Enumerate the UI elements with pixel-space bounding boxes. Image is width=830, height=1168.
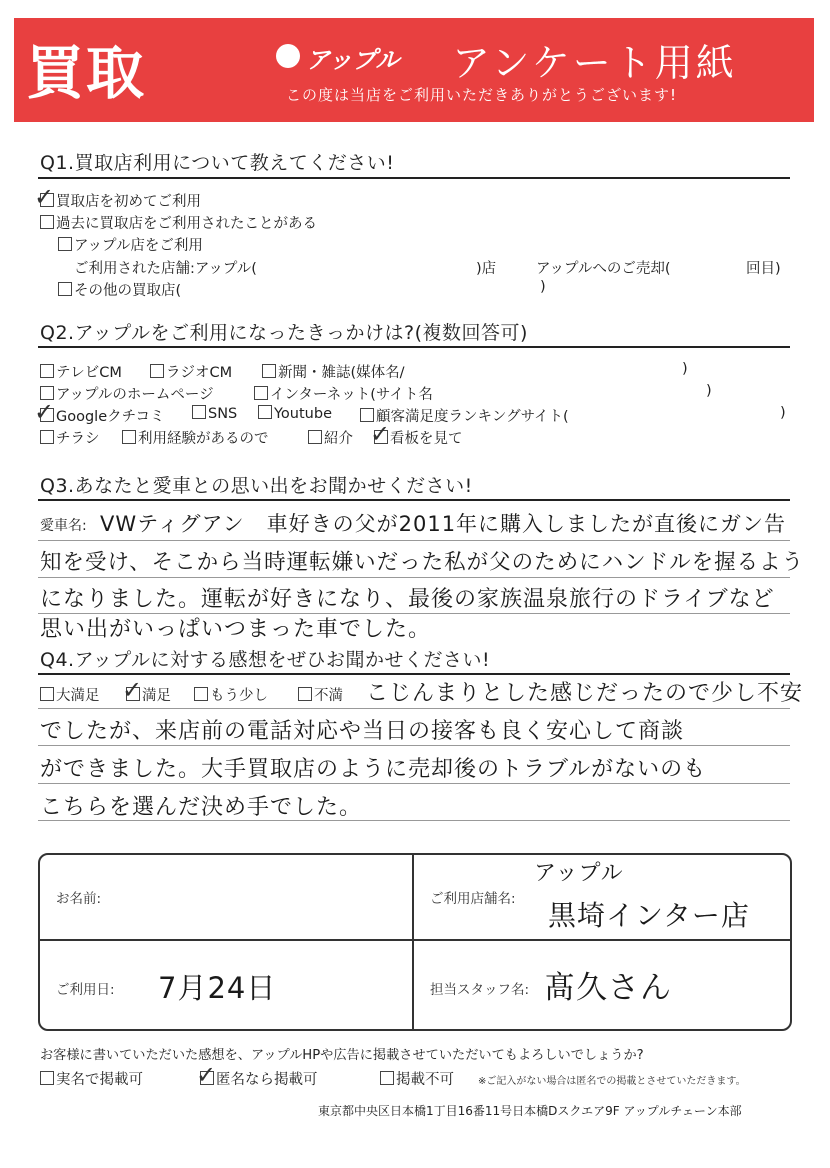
staff-value: 髙久さん	[544, 970, 672, 1006]
q1-option-first-time[interactable]	[40, 190, 201, 211]
q1-option-past[interactable]	[40, 212, 317, 233]
q3-answer-line: 知を受け、そこから当時運転嫌いだった私が父のためにハンドルを握るよう	[40, 550, 805, 575]
name-label: お名前:	[56, 891, 102, 907]
header-subtitle: この度は当店をご利用いただきありがとうございます!	[286, 86, 678, 104]
q1-sale-label: アップルへのご売却(	[536, 261, 671, 277]
q2-option-flyer-label: チラシ	[56, 431, 100, 447]
consent-question: お客様に書いていただいた感想を、アップルHPや広告に掲載させていただいてもよろしいでしょうか?	[40, 1048, 644, 1063]
q1-heading: Q1.買取店利用について教えてください!	[40, 152, 395, 174]
answer-rule	[38, 577, 790, 578]
checkbox[interactable]	[262, 364, 276, 378]
q1-shop-close: )店	[476, 261, 497, 277]
checkbox[interactable]	[40, 430, 54, 444]
q2-option-youtube[interactable]	[258, 405, 332, 422]
answer-rule	[38, 540, 790, 541]
q3-answer-line: になりました。運転が好きになり、最後の家族温泉旅行のドライブなど	[40, 587, 775, 612]
q1-option-past-label: 過去に買取店をご利用されたことがある	[56, 216, 317, 232]
answer-rule	[38, 820, 790, 821]
q2-option-newspaper-label: 新聞・雑誌(媒体名/	[278, 365, 405, 381]
consent-anonymous-label: 匿名なら掲載可	[216, 1072, 318, 1088]
apple-logo-icon	[276, 44, 300, 68]
q2-rule	[38, 346, 790, 348]
q4-heading: Q4.アップルに対する感想をぜひお聞かせください!	[40, 649, 491, 671]
q4-option-very-satisfied-label: 大満足	[56, 688, 100, 704]
footer-address: 東京都中央区日本橋1丁目16番11号日本橋Dスクエア9F アップルチェーン本部	[318, 1104, 742, 1118]
q2-option-newspaper[interactable]	[262, 361, 405, 382]
table-divider-horizontal	[38, 939, 792, 941]
answer-rule	[38, 708, 790, 709]
q2-option-sns-label: SNS	[208, 406, 238, 422]
q3-rule	[38, 499, 790, 501]
q2-option-google[interactable]	[40, 405, 165, 426]
q2-option-experience[interactable]	[122, 427, 269, 448]
checkbox[interactable]	[122, 430, 136, 444]
q4-option-very-satisfied[interactable]	[40, 684, 100, 705]
answer-rule	[38, 783, 790, 784]
q4-answer-line: でしたが、来店前の電話対応や当日の接客も良く安心して商談	[40, 719, 685, 744]
header-banner	[14, 18, 814, 122]
q2-option-homepage-label: アップルのホームページ	[56, 387, 214, 403]
q2-option-experience-label: 利用経験があるので	[138, 431, 269, 447]
q1-option-other[interactable]	[58, 279, 181, 300]
q3-answer-line: 思い出がいっぱいつまった車でした。	[40, 617, 432, 642]
q2-heading: Q2.アップルをご利用になったきっかけは?(複数回答可)	[40, 322, 528, 344]
checkbox[interactable]	[150, 364, 164, 378]
q2-option-intro-label: 紹介	[324, 431, 353, 447]
shop-name-label: ご利用店舗名:	[430, 891, 516, 907]
consent-no-label: 掲載不可	[396, 1072, 454, 1088]
q2-option-ranking[interactable]	[360, 405, 569, 426]
shop-branch-value: 黒埼インター店	[548, 899, 750, 932]
q1-other-close: )	[540, 279, 546, 295]
q2-news-close: )	[682, 361, 688, 377]
answer-rule	[38, 745, 790, 746]
consent-real-name[interactable]	[40, 1068, 143, 1089]
q1-option-other-label: その他の買取店(	[74, 283, 182, 299]
q1-rule	[38, 177, 790, 179]
q4-option-satisfied-label: 満足	[142, 688, 171, 704]
checkbox[interactable]	[58, 282, 72, 296]
q1-option-apple-label: アップル店をご利用	[74, 238, 203, 254]
checkbox[interactable]	[254, 386, 268, 400]
q4-rule	[38, 673, 790, 675]
shop-name-value: アップル	[534, 861, 624, 886]
q1-shop-line: ご利用された店舗:アップル(	[74, 261, 257, 277]
q2-option-internet[interactable]	[254, 383, 433, 404]
checkbox[interactable]	[380, 1071, 394, 1085]
q2-option-tv[interactable]	[40, 361, 122, 382]
q2-option-google-label: Googleクチコミ	[56, 409, 165, 425]
q4-option-unsatisfied-label: 不満	[314, 688, 343, 704]
consent-no[interactable]	[380, 1068, 454, 1089]
q1-option-first-time-label: 買取店を初めてご利用	[56, 194, 201, 210]
date-value: 7月24日	[158, 971, 277, 1005]
checkbox[interactable]	[258, 405, 272, 419]
checkbox[interactable]	[40, 364, 54, 378]
q2-option-tv-label: テレビCM	[56, 365, 122, 381]
checkbox[interactable]	[40, 687, 54, 701]
date-label: ご利用日:	[56, 982, 115, 998]
q3-heading: Q3.あなたと愛車との思い出をお聞かせください!	[40, 475, 473, 497]
q2-option-sns[interactable]	[192, 405, 237, 422]
checkbox[interactable]	[58, 237, 72, 251]
q1-sale-close: 回目)	[746, 261, 781, 277]
consent-anonymous[interactable]	[200, 1068, 318, 1089]
q4-answer-line: ができました。大手買取店のように売却後のトラブルがないのも	[40, 757, 707, 782]
q2-internet-close: )	[706, 383, 712, 399]
table-divider-vertical	[412, 853, 414, 1031]
q2-option-homepage[interactable]	[40, 383, 214, 404]
check-mark-icon: ✓	[370, 420, 391, 448]
check-mark-icon: ✓	[34, 183, 55, 211]
check-mark-icon: ✓	[34, 398, 55, 426]
survey-title: アンケート用紙	[452, 41, 737, 85]
checkbox[interactable]	[308, 430, 322, 444]
q4-option-more-label: もう少し	[210, 688, 268, 704]
q2-option-radio-label: ラジオCM	[166, 365, 233, 381]
q2-ranking-close: )	[780, 405, 786, 421]
check-mark-icon: ✓	[196, 1061, 217, 1089]
checkbox[interactable]	[194, 687, 208, 701]
check-mark-icon: ✓	[122, 676, 143, 704]
customer-info-table	[38, 853, 792, 1031]
checkbox[interactable]	[40, 215, 54, 229]
q4-answer-line: こちらを選んだ決め手でした。	[40, 795, 363, 820]
kaitori-title: 買取	[26, 39, 147, 107]
q2-option-internet-label: インターネット(サイト名	[270, 387, 433, 403]
q4-answer-line: こじんまりとした感じだったので少し不安	[366, 681, 804, 706]
q2-option-ranking-label: 顧客満足度ランキングサイト(	[376, 409, 569, 425]
q3-answer-line: VWティグアン 車好きの父が2011年に購入しましたが直後にガン告	[100, 512, 787, 536]
checkbox[interactable]	[298, 687, 312, 701]
checkbox[interactable]	[192, 405, 206, 419]
q2-option-radio[interactable]	[150, 361, 232, 382]
q4-option-more[interactable]	[194, 684, 268, 705]
consent-note: ※ご記入がない場合は匿名での掲載とさせていただきます。	[478, 1076, 746, 1087]
q4-option-unsatisfied[interactable]	[298, 684, 343, 705]
q2-option-signboard-label: 看板を見て	[390, 431, 463, 447]
checkbox[interactable]	[40, 1071, 54, 1085]
brand-logo-text: アップル	[306, 46, 400, 74]
consent-real-name-label: 実名で掲載可	[56, 1072, 143, 1088]
q2-option-flyer[interactable]	[40, 427, 100, 448]
q2-option-intro[interactable]	[308, 427, 353, 448]
q2-option-youtube-label: Youtube	[274, 406, 332, 422]
q3-car-label: 愛車名:	[40, 518, 87, 534]
q1-option-apple[interactable]	[58, 234, 203, 255]
staff-label: 担当スタッフ名:	[430, 982, 530, 998]
